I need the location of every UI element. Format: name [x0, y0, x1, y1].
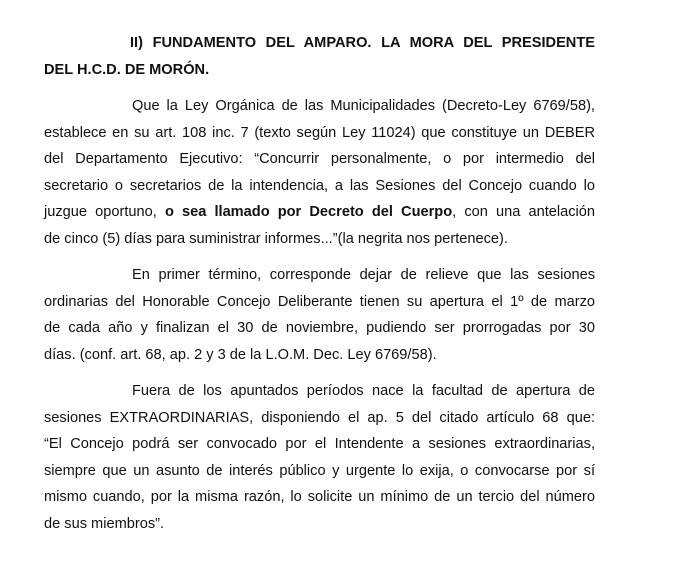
paragraph-3-line-1: Fuera de los apuntados períodos nace la facultad de apertura de [132, 383, 595, 399]
paragraph-1-line-6: de cinco (5) días para suministrar informes...”(la negrita nos pertenece). [44, 230, 508, 247]
paragraph-1-line-5-end: , con una antelación [452, 204, 595, 220]
paragraph-1-line-3: del Departamento Ejecutivo: “Concurrir personalmente, o por intermedio del [44, 151, 595, 167]
section-heading [44, 30, 595, 83]
paragraph-1-line-2: establece en su art. 108 inc. 7 (texto según Ley 11024) que constituye un DEBER [44, 124, 595, 141]
paragraph-1-line-5-start: juzgue oportuno, [44, 204, 165, 220]
paragraph-2-line-4: días. (conf. art. 68, ap. 2 y 3 de la L.O.M. Dec. Ley 6769/58). [44, 346, 437, 363]
paragraph-1 [44, 93, 595, 252]
paragraph-1-line-1: Que la Ley Orgánica de las Municipalidades (Decreto-Ley 6769/58), [132, 98, 595, 114]
paragraph-2-line-1: En primer término, corresponde dejar de relieve que las sesiones [132, 267, 595, 283]
bold-emphasis-text: o sea llamado por Decreto del Cuerpo [164, 204, 453, 220]
paragraph-3-line-5: mismo cuando, por la misma razón, lo solicite un mínimo de un tercio del número [44, 489, 595, 505]
paragraph-3-line-6: de sus miembros”. [44, 515, 165, 532]
paragraph-2 [44, 262, 595, 368]
paragraph-1-line-4: secretario o secretarios de la intendencia, a las Sesiones del Concejo cuando lo [44, 177, 595, 194]
paragraph-3 [44, 378, 595, 537]
paragraph-2-line-3: de cada año y finalizan el 30 de noviembre, pudiendo ser prorrogadas por 30 [44, 320, 595, 336]
document-page [44, 30, 595, 537]
paragraph-2-line-2: ordinarias del Honorable Concejo Deliberante tienen su apertura el 1º de marzo [44, 293, 595, 310]
paragraph-3-line-4: siempre que un asunto de interés público y urgente lo exija, o convocarse por sí [44, 462, 595, 479]
heading-line-1: II) FUNDAMENTO DEL AMPARO. LA MORA DEL PRESIDENTE [130, 35, 595, 51]
heading-line-2: DEL H.C.D. DE MORÓN. [44, 61, 210, 78]
paragraph-3-line-3: “El Concejo podrá ser convocado por el Intendente a sesiones extraordinarias, [44, 436, 595, 452]
paragraph-3-line-2: sesiones EXTRAORDINARIAS, disponiendo el ap. 5 del citado artículo 68 que: [44, 409, 595, 426]
paragraph-1-line-5 [44, 199, 595, 226]
